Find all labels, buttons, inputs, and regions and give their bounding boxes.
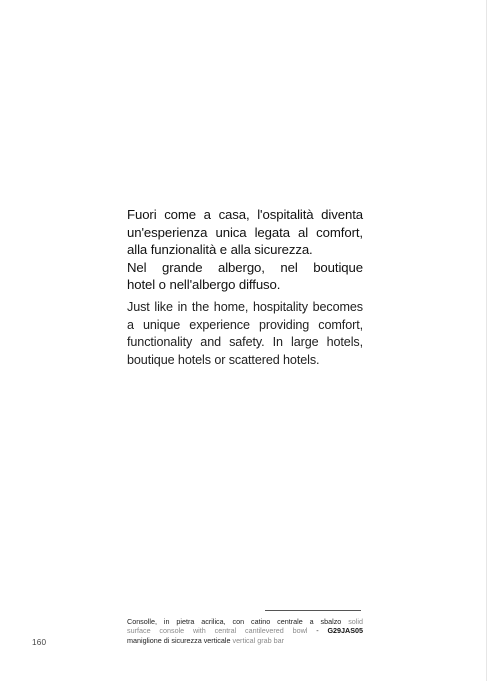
caption-separator: - (316, 626, 319, 636)
caption-line-1 (127, 617, 363, 626)
caption-line-2 (127, 626, 363, 635)
caption-italian-text: Consolle, in pietra acrilica, con catino centrale a sbalzo (127, 617, 342, 626)
caption-english-text: vertical grab bar (232, 635, 285, 645)
caption-english-text: surface console with central cantilevered bowl (127, 626, 308, 636)
page-number: 160 (32, 638, 47, 647)
product-caption (127, 617, 363, 645)
caption-line-3 (127, 636, 363, 645)
caption-italian-text: maniglione di sicurezza verticale (127, 635, 231, 645)
intro-english-line: a unique experience providing comfort, (127, 317, 363, 332)
intro-italian-paragraph (127, 206, 363, 294)
intro-english-line: Just like in the home, hospitality becomes (127, 299, 363, 314)
intro-italian-line: hotel o nell'albergo diffuso. (127, 277, 281, 293)
intro-english-paragraph (127, 299, 363, 370)
product-code: G29JAS05 (327, 626, 363, 636)
intro-italian-line: un'esperienza unica legata al comfort, (127, 224, 363, 240)
intro-italian-line: Nel grande albergo, nel boutique (127, 259, 363, 275)
caption-english-text: solid (348, 617, 363, 626)
caption-divider (265, 610, 361, 611)
intro-italian-line: alla funzionalità e alla sicurezza. (127, 242, 313, 258)
intro-english-line: functionality and safety. In large hotels, (127, 335, 363, 350)
intro-english-line: boutique hotels or scattered hotels. (127, 353, 320, 368)
intro-text-block (127, 206, 363, 370)
intro-italian-line: Fuori come a casa, l'ospitalità diventa (127, 207, 363, 222)
